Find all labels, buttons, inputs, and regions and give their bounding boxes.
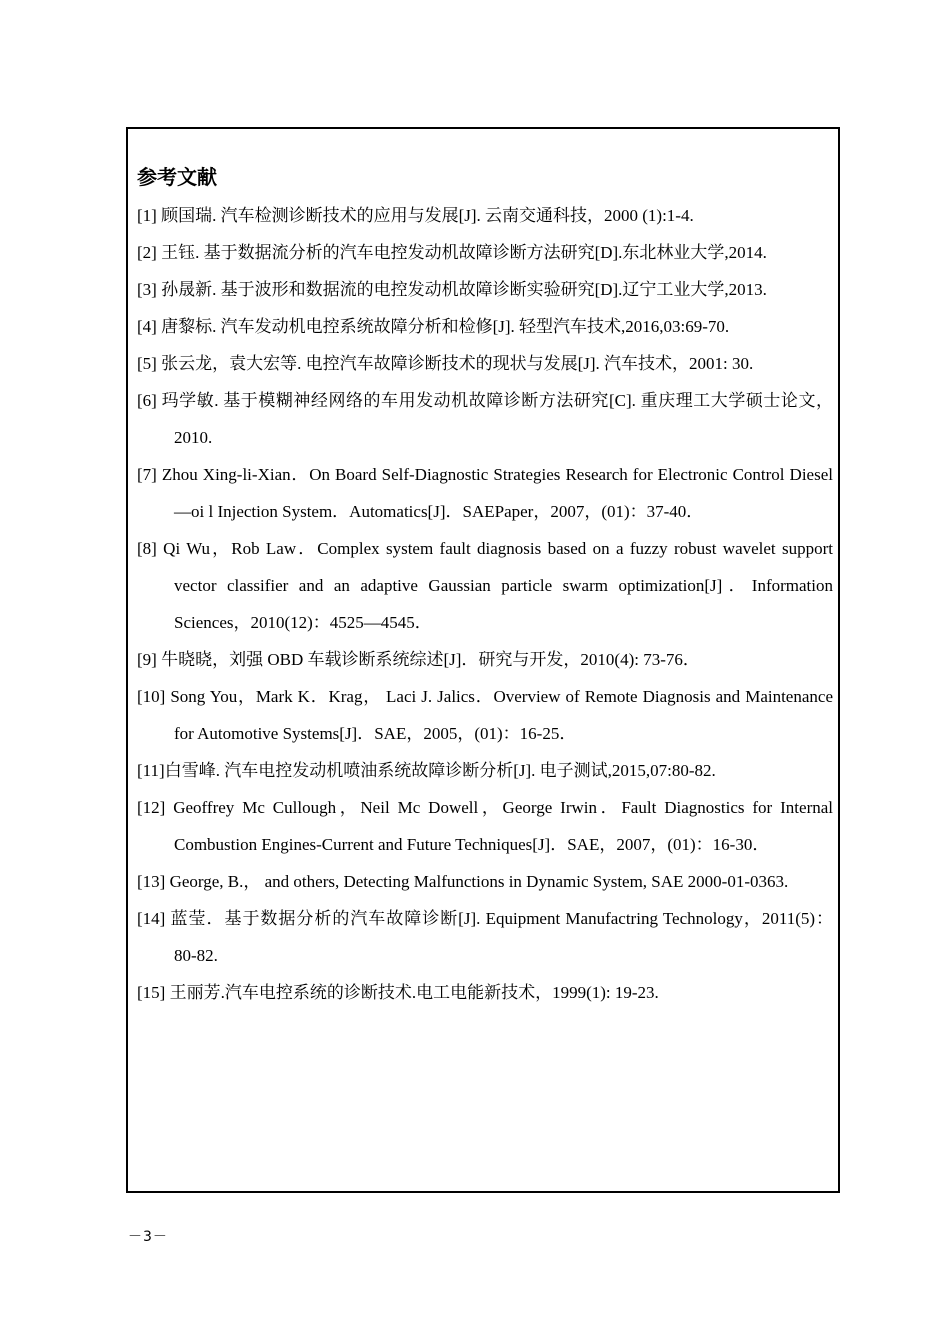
- reference-item-14: [14] 蓝莹．基于数据分析的汽车故障诊断[J]. Equipment Manufactring Technology，2011(5)：80-82.: [137, 909, 833, 965]
- references-heading: 参考文献: [137, 165, 217, 189]
- reference-item-8: [8] Qi Wu，Rob Law．Complex system fault diagnosis based on a fuzzy robust wavelet support vector classifier and an adaptive Gaussian particle swarm optimization[J]．Information Sciences，2010(12)：4525—4545．: [137, 539, 833, 632]
- reference-list: [137, 197, 833, 1011]
- reference-item-12: [12] Geoffrey Mc Cullough，Neil Mc Dowell，George Irwin．Fault Diagnostics for Internal Combustion Engines-Current and Future Techniques[J]．SAE，2007，(01)：16-30．: [137, 798, 833, 854]
- reference-item-4: [4] 唐黎标. 汽车发动机电控系统故障分析和检修[J]. 轻型汽车技术,2016,03:69-70.: [137, 317, 730, 336]
- reference-item-3: [3] 孙晟新. 基于波形和数据流的电控发动机故障诊断实验研究[D].辽宁工业大学,2013.: [137, 280, 767, 299]
- reference-item-11: [11]白雪峰. 汽车电控发动机喷油系统故障诊断分析[J]. 电子测试,2015,07:80-82.: [137, 761, 716, 780]
- reference-item-15: [15] 王丽芳.汽车电控系统的诊断技术.电工电能新技术，1999(1): 19-23.: [137, 983, 659, 1002]
- reference-item-7: [7] Zhou Xing-li-Xian．On Board Self-Diagnostic Strategies Research for Electronic Control Diesel—oi l Injection System．Automatics[J]．SAEPaper，2007，(01)：37-40．: [137, 465, 833, 521]
- page-number: －3－: [128, 1229, 168, 1245]
- reference-item-9: [9] 牛晓晓，刘强 OBD 车载诊断系统综述[J]．研究与开发，2010(4): 73-76．: [137, 650, 700, 669]
- reference-item-10: [10] Song You，Mark K．Krag， Laci J. Jalics．Overview of Remote Diagnosis and Maintenance for Automotive Systems[J]．SAE，2005，(01)：16-25．: [137, 687, 833, 743]
- reference-item-1: [1] 顾国瑞. 汽车检测诊断技术的应用与发展[J]. 云南交通科技，2000 (1):1-4.: [137, 206, 694, 225]
- reference-item-2: [2] 王钰. 基于数据流分析的汽车电控发动机故障诊断方法研究[D].东北林业大学,2014.: [137, 243, 767, 262]
- references-frame: [126, 127, 840, 1193]
- reference-item-13: [13] George, B.， and others, Detecting Malfunctions in Dynamic System, SAE 2000-01-0363.: [137, 872, 789, 891]
- reference-item-5: [5] 张云龙，袁大宏等. 电控汽车故障诊断技术的现状与发展[J]. 汽车技术，2001: 30.: [137, 354, 754, 373]
- reference-item-6: [6] 玛学敏. 基于模糊神经网络的车用发动机故障诊断方法研究[C]. 重庆理工大学硕士论文，2010.: [137, 391, 833, 447]
